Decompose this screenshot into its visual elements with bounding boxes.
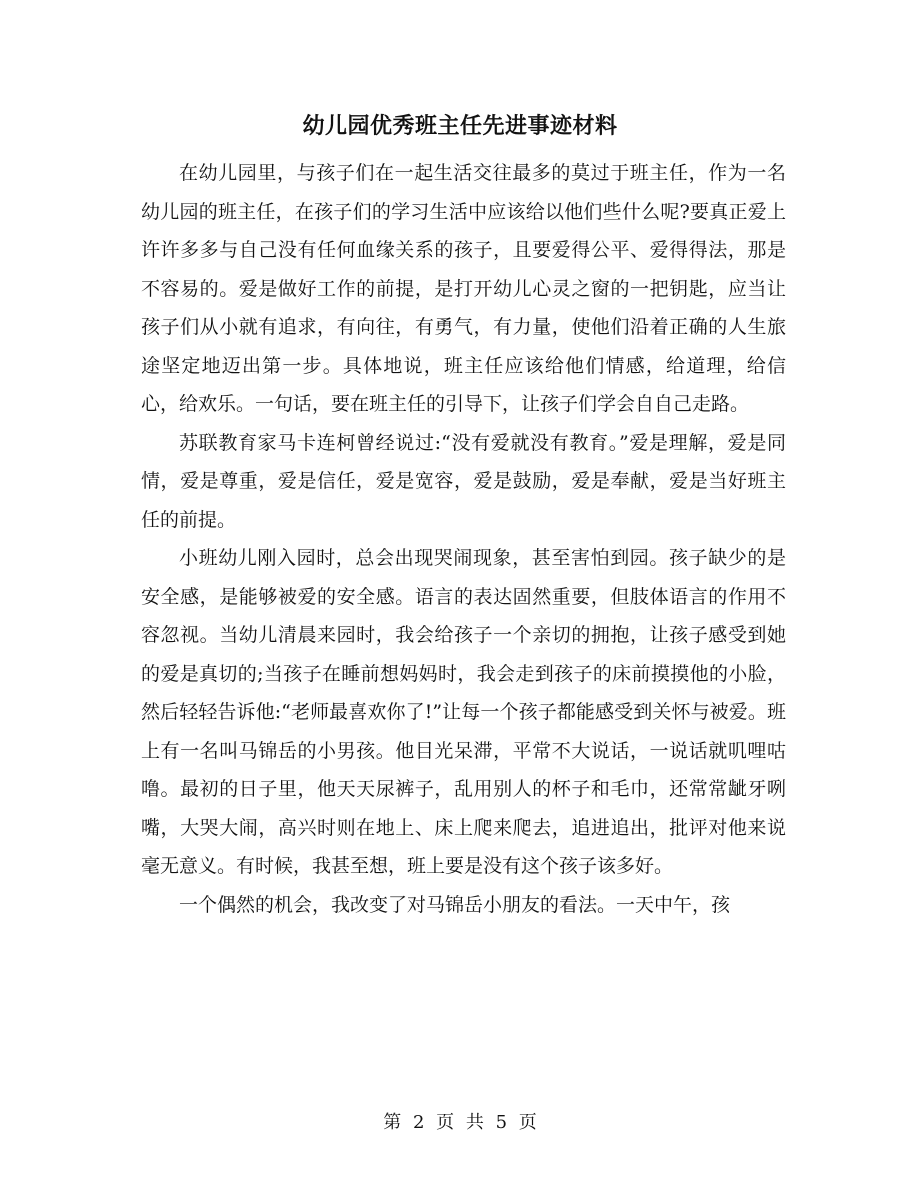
document-body (141, 154, 786, 924)
paragraph-2: 苏联教育家马卡连柯曾经说过:“没有爱就没有教育。”爱是理解，爱是同情，爱是尊重，爱是信任，爱是宽容，爱是鼓励，爱是奉献，爱是当好班主任的前提。 (141, 431, 786, 531)
page-number-footer: 第 2 页 共 5 页 (383, 1112, 537, 1133)
paragraph-3: 小班幼儿刚入园时，总会出现哭闹现象，甚至害怕到园。孩子缺少的是安全感，是能够被爱的安全感。语言的表达固然重要，但肢体语言的作用不容忽视。当幼儿清晨来园时，我会给孩子一个亲切的拥抱，让孩子感受到她的爱是真切的;当孩子在睡前想妈妈时，我会走到孩子的床前摸摸他的小脸，然后轻轻告诉他:“老师最喜欢你了!”让每一个孩子都能感受到关怀与被爱。班上有一名叫马锦岳的小男孩。他目光呆滞，平常不大说话，一说话就叽哩咕噜。最初的日子里，他天天尿裤子，乱用别人的杯子和毛巾，还常常龇牙咧嘴，大哭大闹，高兴时则在地上、床上爬来爬去，追进追出，批评对他来说毫无意义。有时候，我甚至想，班上要是没有这个孩子该多好。 (141, 547, 786, 877)
paragraph-4: 一个偶然的机会，我改变了对马锦岳小朋友的看法。一天中午，孩 (179, 893, 731, 916)
document-title: 幼儿园优秀班主任先进事迹材料 (302, 113, 618, 139)
paragraph-1: 在幼儿园里，与孩子们在一起生活交往最多的莫过于班主任，作为一名幼儿园的班主任，在孩子们的学习生活中应该给以他们些什么呢?要真正爱上许许多多与自己没有任何血缘关系的孩子，且要爱得公平、爱得得法，那是不容易的。爱是做好工作的前提，是打开幼儿心灵之窗的一把钥匙，应当让孩子们从小就有追求，有向往，有勇气，有力量，使他们沿着正确的人生旅途坚定地迈出第一步。具体地说，班主任应该给他们情感，给道理，给信心，给欢乐。一句话，要在班主任的引导下，让孩子们学会自自己走路。 (141, 162, 786, 415)
